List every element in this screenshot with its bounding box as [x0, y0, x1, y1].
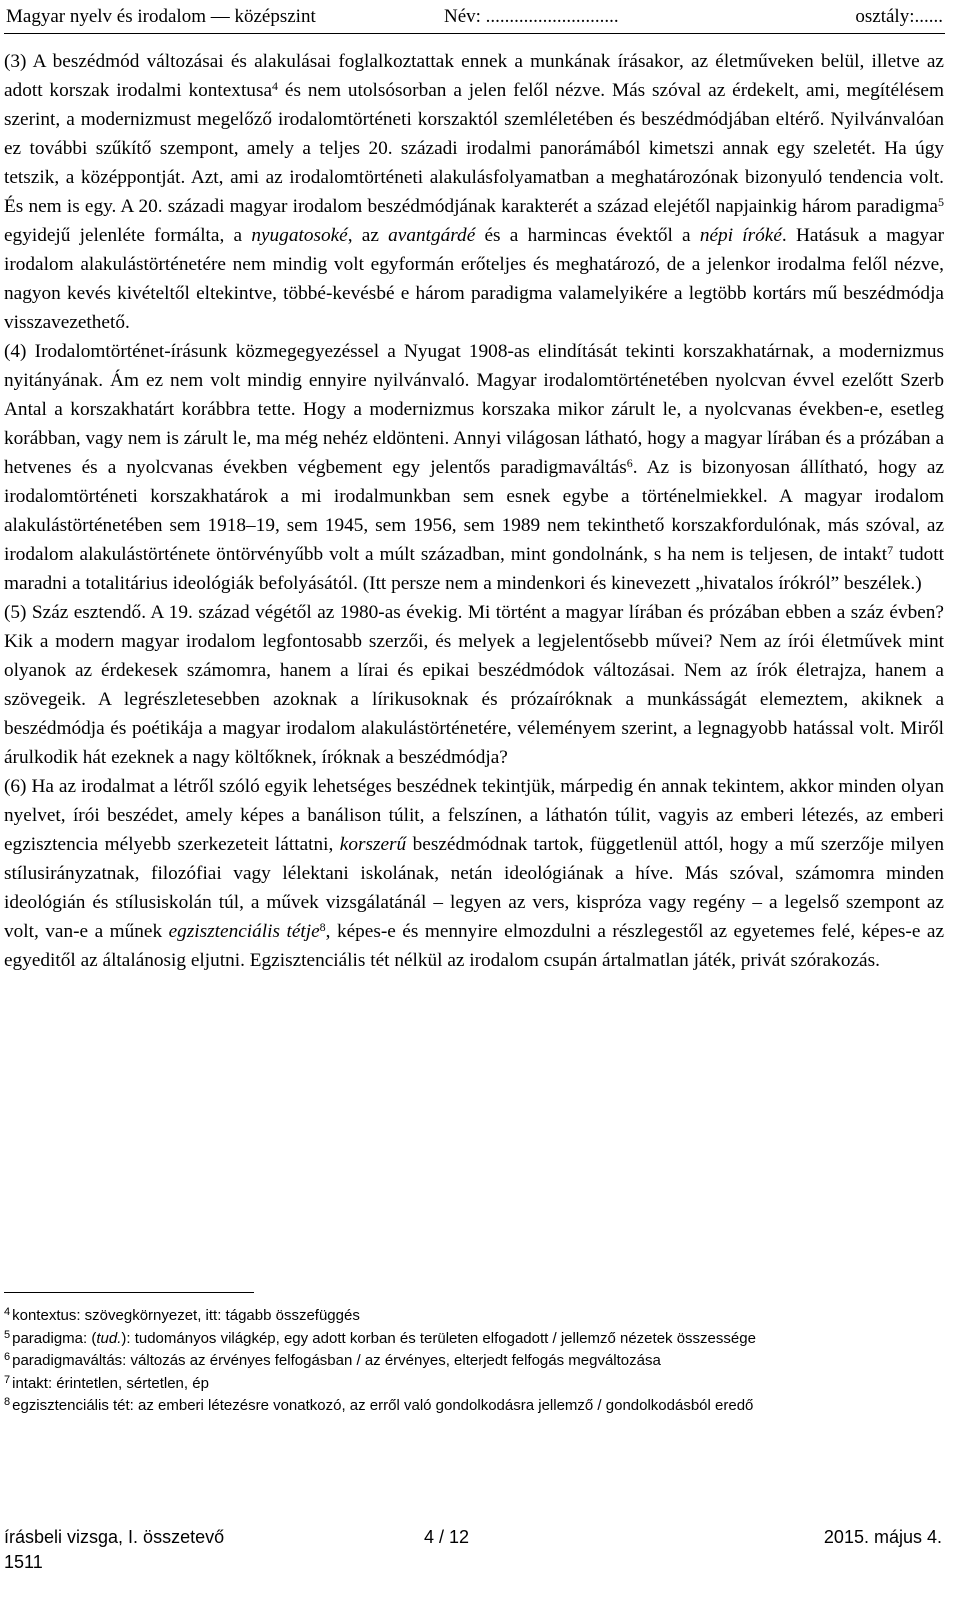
footnote-8: $^8$ egzisztenciális tét: az emberi létezésre vonatkozó, az erről való gondolkodásra jellemző / gondolkodásból eredő: [4, 1396, 754, 1414]
paragraph-6: (6) Ha az irodalmat a létről szóló egyik lehetséges beszédnek tekintjük, márpedig én annak tekintem, akkor minden olyan nyelvet, írói beszédet, amely képes a banálison túlit, a felszínen, a láthatón túlit, vagyis az emberi létezés, az emberi egzisztencia mélyebb szerkezeteit láttatni, korszerű beszédmódnak tartok, függetlenül attól, hogy a mű szerzője milyen stílusirányzatnak, filozófiai vagy lélektani iskolának, netán ideológiának a híve. Más szóval, számomra minden ideológián és stílusiskolán túl, a művek vizsgálatánál – legyen az vers, kispróza vagy regény – a legelső szempont az volt, van-e a műnek egzisztenciális tétje$^8$, képes-e és mennyire elmozdulni a részlegestől az egyetemes felé, képes-e az egyeditől az általánosig eljutni. Egzisztenciális tét nélkül az irodalom csupán ártalmatlan játék, privát szórakozás.: [4, 776, 944, 971]
footnote-7: $^7$ intakt: érintetlen, sértetlen, ép: [4, 1373, 209, 1392]
header-name-field: Név: ............................: [444, 6, 619, 27]
header-exam-title: Magyar nyelv és irodalom — középszint: [6, 6, 316, 27]
header-class-field: osztály:......: [855, 6, 943, 27]
footnote-divider: [4, 1292, 254, 1293]
paragraph-4: (4) Irodalomtörténet-írásunk közmegegyezéssel a Nyugat 1908-as elindítását tekinti korszakhatárnak, a modernizmus nyitányának. Ám ez nem volt mindig ennyire nyilvánvaló. Magyar irodalomtörténetében nyolcvan évvel ezelőtt Szerb Antal a korszakhatárt korábbra tette. Hogy a modernizmus korszaka mikor zárult le, a nyolcvanas években-e, esetleg korábban, vagy nem is zárult le, ma még nehéz eldönteni. Annyi világosan látható, hogy a magyar lírában és a prózában a hetvenes és a nyolcvanas években végbement egy jelentős paradigmaváltás$^6$. Az is bizonyosan állítható, hogy az irodalomtörténeti korszakhatárok a mi irodalmunkban sem esnek egybe a történelmiekkel. A magyar irodalom alakulástörténetében sem 1918–19, sem 1945, sem 1956, sem 1989 nem tekinthető korszakfordulónak, más szóval, az irodalom alakulástörténete öntörvényűbb volt a múlt században, mint gondolnánk, s ha nem is teljesen, de intakt$^7$ tudott maradni a totalitárius ideológiák befolyásától. (Itt persze nem a mindenkori és kinevezett „hivatalos írókról” beszélek.): [4, 341, 945, 594]
footnote-ref-7: 7: [887, 543, 894, 557]
footnote-5: $^5$ paradigma: (tud.): tudományos világkép, egy adott korban és területen elfogadott / jellemző nézetek összessége: [4, 1328, 756, 1347]
paragraph-5: (5) Száz esztendő. A 19. század végétől az 1980-as évekig. Mi történt a magyar lírában és prózában ebben a száz évben? Kik a modern magyar irodalom legfontosabb szerzői, és melyek a legjelentősebb művei? Nem az írói életművek mint olyanok az érdekesek számomra, hanem a lírai és epikai beszédmódok változásai. Nem az írók életrajza, hanem a szövegeik. A legrészletesebben azoknak a lírikusoknak és prózaíróknak a munkásságát elemeztem, akiknek a beszédmódja és poétikája a magyar irodalom alakulástörténetére, véleményem szerint, a legnagyobb hatással volt. Miről árulkodik hát ezeknek a nagy költőknek, íróknak a beszédmódja?: [4, 602, 944, 768]
page-header: [6, 4, 945, 32]
footnote-6: $^6$ paradigmaváltás: változás az érvényes felfogásban / az érvényes, elterjedt felfogás megváltozása: [4, 1351, 661, 1369]
footer-exam-part: írásbeli vizsga, I. összetevő: [4, 1527, 225, 1547]
paragraph-3: (3) A beszédmód változásai és alakulásai foglalkoztattak ennek a munkának írásakor, az életműveken belül, illetve az adott korszak irodalmi kontextusa$^4$ és nem utolsósorban a jelen felől nézve. Más szóval az érdekelt, ami, megítélésem szerint, a modernizmust megelőző irodalomtörténeti korszaktól szemléletében és beszédmódjában eltérő. Nyilvánvalóan ez további szűkítő szempont, amely a teljes 20. századi irodalmi panorámából kimetszi annak egy szeletét. Ha úgy tetszik, a középpontját. Azt, ami az irodalomtörténeti alakulásfolyamatban a meghatározónak bizonyuló tendencia volt. És nem is egy. A 20. századi magyar irodalom beszédmódjának karakterét a század elejétől napjainkig három paradigma$^5$ egyidejű jelenléte formálta, a nyugatosoké, az avantgárdé és a harmincas évektől a népi íróké. Hatásuk a magyar irodalom alakulástörténetére nem mindig volt egyformán erőteljes és meghatározó, de a jelenkor irodalma felől nézve, nagyon kevés kivételtől eltekintve, többé-kevésbé e három paradigma valamelyikére a legtöbb kortárs mű beszédmódja visszavezethető.: [4, 51, 945, 333]
footnote-4: $^4$ kontextus: szövegkörnyezet, itt: tágabb összefüggés: [4, 1306, 360, 1324]
header-divider: [4, 33, 945, 34]
footer-date: 2015. május 4.: [823, 1527, 942, 1547]
footer-code: 1511: [4, 1552, 43, 1572]
footnote-ref-6: 6: [626, 456, 633, 470]
footnote-ref-8: 8: [319, 920, 326, 934]
footnote-ref-4: 4: [272, 79, 279, 93]
footnote-ref-5: 5: [938, 195, 944, 209]
footer-page-number: 4 / 12: [424, 1527, 470, 1547]
footnotes: [4, 1305, 944, 1418]
page-footer: [4, 1525, 944, 1585]
article-body: [4, 47, 944, 975]
